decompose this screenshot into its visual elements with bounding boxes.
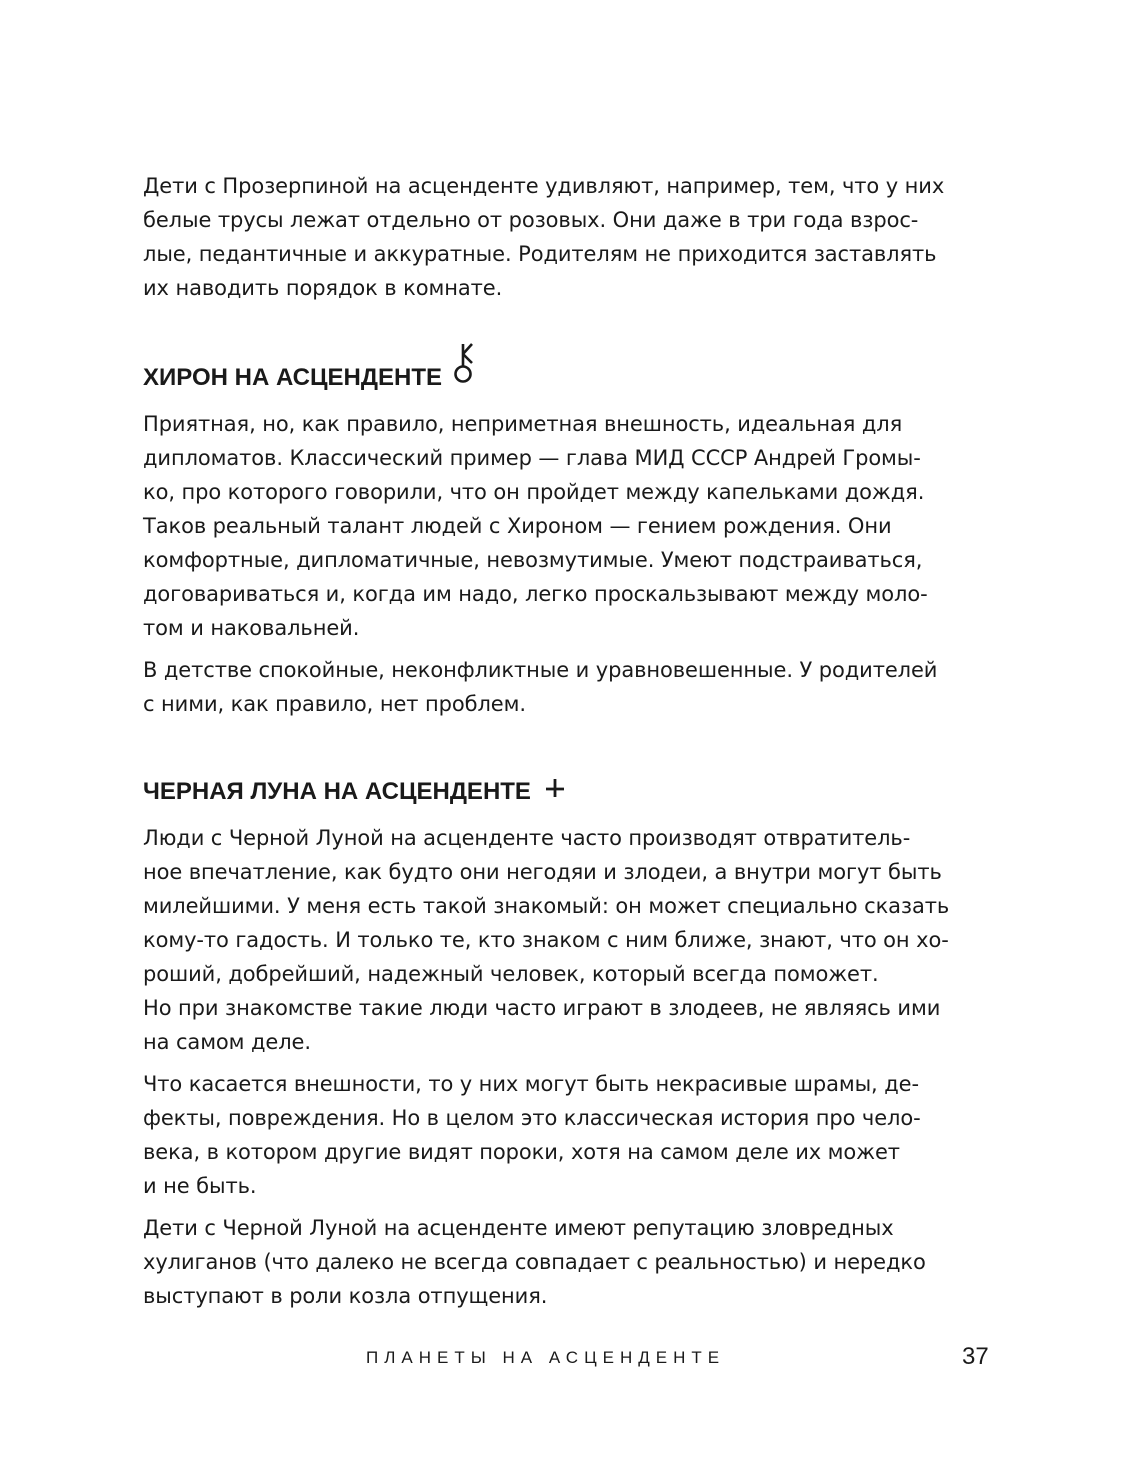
text-line: В детстве спокойные, неконфликтные и уравновешенные. У родителей	[143, 658, 938, 682]
text-line: с ними, как правило, нет проблем.	[143, 692, 526, 716]
page-body	[143, 169, 950, 1321]
text-line: фекты, повреждения. Но в целом это классическая история про чело-	[143, 1106, 921, 1130]
text-line: кому-то гадость. И только те, кто знаком с ним ближе, знают, что он хо-	[143, 928, 949, 952]
text-line: комфортные, дипломатичные, невозмутимые. Умеют подстраиваться,	[143, 548, 923, 572]
heading-text: ЧЕРНАЯ ЛУНА НА АСЦЕНДЕНТЕ	[143, 778, 531, 805]
text-line: и не быть.	[143, 1174, 257, 1198]
text-line: ко, про которого говорили, что он пройдет между капельками дождя.	[143, 480, 925, 504]
page-number: 37	[962, 1343, 989, 1370]
text-line: Приятная, но, как правило, неприметная внешность, идеальная для	[143, 412, 903, 436]
text-line: милейшими. У меня есть такой знакомый: он может специально сказать	[143, 894, 950, 918]
text-line: дипломатов. Классический пример — глава МИД СССР Андрей Громы-	[143, 446, 921, 470]
text-line: Дети с Черной Луной на асценденте имеют репутацию зловредных	[143, 1216, 894, 1240]
black-moon-paragraph-1	[143, 821, 950, 1059]
text-line: белые трусы лежат отдельно от розовых. Они даже в три года взрос-	[143, 208, 919, 232]
text-line: том и наковальней.	[143, 616, 360, 640]
text-line: лые, педантичные и аккуратные. Родителям не приходится заставлять	[143, 242, 937, 266]
chiron-paragraph-1	[143, 407, 943, 645]
chiron-heading	[143, 341, 943, 395]
text-line: Дети с Прозерпиной на асценденте удивляют, например, тем, что у них	[143, 174, 945, 198]
text-line: хулиганов (что далеко не всегда совпадает с реальностью) и нередко	[143, 1250, 926, 1274]
text-line: ное впечатление, как будто они негодяи и злодеи, а внутри могут быть	[143, 860, 942, 884]
black-moon-heading	[143, 757, 943, 809]
text-line: Что касается внешности, то у них могут быть некрасивые шрамы, де-	[143, 1072, 919, 1096]
intro-paragraph	[143, 169, 943, 305]
black-moon-lilith-icon	[541, 757, 569, 809]
text-line: века, в котором другие видят пороки, хотя на самом деле их может	[143, 1140, 900, 1164]
black-moon-paragraph-2	[143, 1067, 943, 1203]
running-footer-title: ПЛАНЕТЫ НА АСЦЕНДЕНТЕ	[366, 1348, 726, 1367]
text-line: Но при знакомстве такие люди часто играют в злодеев, не являясь ими	[143, 996, 941, 1020]
text-line: договариваться и, когда им надо, легко проскальзывают между моло-	[143, 582, 928, 606]
text-line: Люди с Черной Луной на асценденте часто производят отвратитель-	[143, 826, 911, 850]
text-line: роший, добрейший, надежный человек, который всегда поможет.	[143, 962, 879, 986]
black-moon-paragraph-3	[143, 1211, 943, 1313]
heading-text: ХИРОН НА АСЦЕНДЕНТЕ	[143, 364, 442, 391]
text-line: на самом деле.	[143, 1030, 311, 1054]
text-line: их наводить порядок в комнате.	[143, 276, 503, 300]
text-line: Таков реальный талант людей с Хироном — гением рождения. Они	[143, 514, 892, 538]
text-line: выступают в роли козла отпущения.	[143, 1284, 548, 1308]
chiron-paragraph-2	[143, 653, 943, 721]
chiron-symbol-icon	[452, 341, 478, 395]
